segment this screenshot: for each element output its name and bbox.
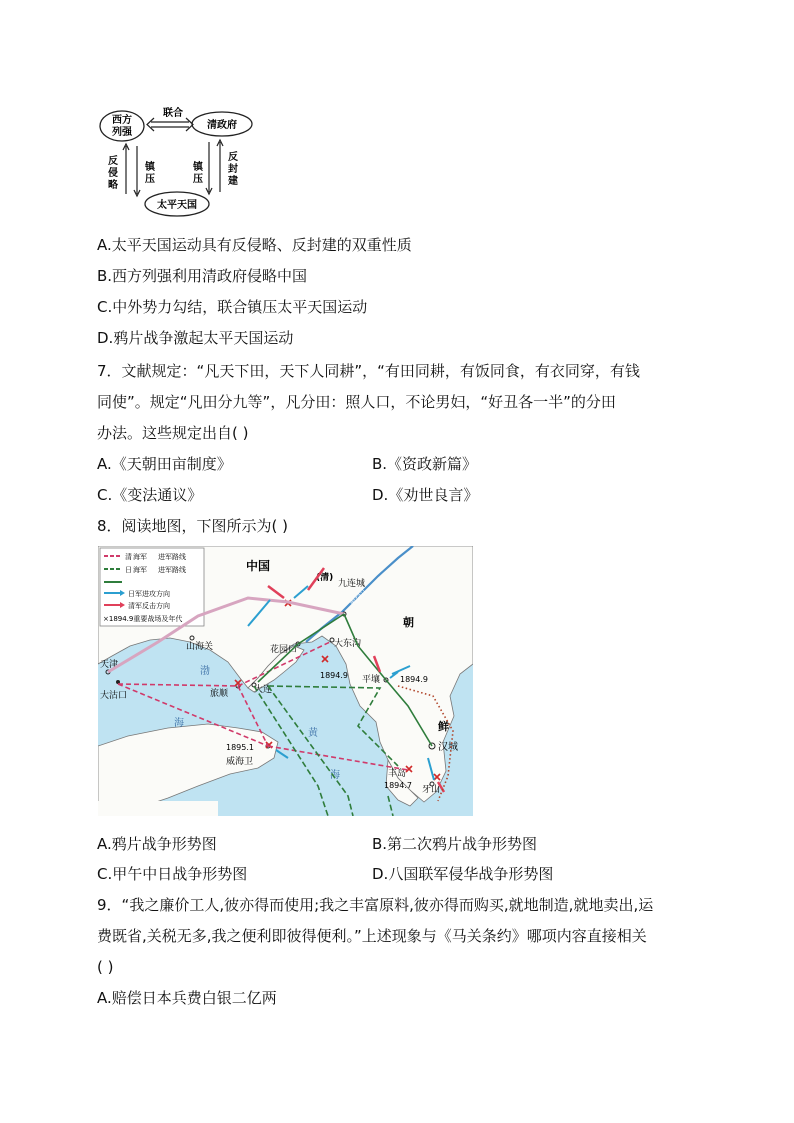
western-label-1: 西方 — [112, 115, 132, 126]
q8-option-a: A.鸦片战争形势图 — [97, 835, 217, 853]
taiping-label: 太平天国 — [157, 200, 197, 211]
label-qing: (清) — [316, 573, 334, 583]
date-weihaiwei: 1895.1 — [226, 743, 254, 752]
place-hancheng: 汉城 — [438, 742, 458, 753]
place-jiuliancheng: 九连城 — [338, 579, 366, 589]
alliance-double-arrow — [147, 118, 193, 131]
label-yellow-sea: 海 — [330, 770, 340, 781]
q6-option-c: C.中外势力勾结，联合镇压太平天国运动 — [97, 298, 368, 316]
label-bohai: 渤 — [200, 666, 210, 677]
legend-qing-counter: 清军反击方向 — [128, 602, 170, 610]
place-yashan: 牙山 — [422, 785, 441, 795]
anti-aggression-3: 略 — [108, 180, 118, 191]
label-china: 中国 — [246, 559, 271, 573]
q8-stem: 8．阅读地图，下图所示为( ) — [97, 517, 289, 535]
q7-stem-line-1: 7．文献规定：“凡天下田，天下人同耕”，“有田同耕，有饭同食，有衣同穿，有钱 — [97, 362, 640, 380]
western-label-2: 列强 — [112, 127, 132, 138]
q6-option-b: B.西方列强利用清政府侵略中国 — [97, 267, 308, 285]
label-yellow: 黄 — [308, 728, 318, 739]
legend-battle: ×1894.9重要战场及年代 — [103, 615, 183, 623]
anti-feudal-2: 封 — [228, 164, 238, 175]
place-fengdao: 丰岛 — [388, 769, 407, 779]
legend-qing-route: 进军路线 — [158, 553, 186, 561]
suppress-right-2: 压 — [193, 174, 203, 185]
q9-stem-line-3: ( ) — [97, 958, 114, 976]
label-korea-2: 鲜 — [438, 720, 449, 733]
left-arrows — [123, 144, 140, 196]
q7-option-a: A.《天朝田亩制度》 — [97, 455, 232, 473]
relationship-diagram — [97, 96, 257, 220]
q9-stem-line-1: 9．“我之廉价工人,彼亦得而使用;我之丰富原料,彼亦得而购买,就地制造,就地卖出,运 — [97, 896, 654, 914]
q9-option-a: A.赔偿日本兵费白银二亿两 — [97, 989, 277, 1007]
label-yalu: 鸭绿江 — [348, 586, 370, 608]
date-pingrang: 1894.9 — [400, 675, 428, 684]
right-arrows — [206, 140, 223, 194]
place-weihaiwei: 威海卫 — [226, 757, 254, 767]
q7-option-c: C.《变法通议》 — [97, 486, 203, 504]
legend-japan-navy: 海军 — [133, 566, 147, 574]
legend-qing-navy: 海军 — [133, 553, 147, 561]
date-dadonggou: 1894.9 — [320, 671, 348, 680]
suppress-left-2: 压 — [145, 174, 155, 185]
q8-option-c: C.甲午中日战争形势图 — [97, 865, 248, 883]
q7-option-b: B.《资政新篇》 — [372, 455, 478, 473]
place-lushun: 旅顺 — [210, 689, 229, 699]
anti-aggression-2: 侵 — [108, 168, 118, 179]
q7-option-d: D.《劝世良言》 — [372, 486, 479, 504]
anti-aggression-1: 反 — [108, 156, 118, 167]
place-dalian: 大连 — [254, 685, 273, 695]
alliance-label: 联合 — [163, 108, 183, 119]
place-tianjin: 天津 — [100, 660, 119, 670]
place-dagukou: 大沽口 — [100, 691, 128, 701]
date-fengdao: 1894.7 — [384, 781, 412, 790]
label-korea-1: 朝 — [403, 616, 414, 629]
q8-option-d: D.八国联军侵华战争形势图 — [372, 865, 554, 883]
anti-feudal-1: 反 — [228, 152, 238, 163]
anti-feudal-3: 建 — [228, 176, 238, 187]
label-bohai-sea: 海 — [174, 718, 184, 729]
legend-japan: 日 — [125, 566, 132, 574]
place-huayuankou: 花园口 — [270, 645, 298, 655]
q8-option-b: B.第二次鸦片战争形势图 — [372, 835, 538, 853]
q6-option-d: D.鸦片战争激起太平天国运动 — [97, 329, 294, 347]
q6-option-a: A.太平天国运动具有反侵略、反封建的双重性质 — [97, 236, 412, 254]
legend-japan-route: 进军路线 — [158, 566, 186, 574]
war-situation-map — [98, 546, 473, 816]
suppress-right-1: 镇 — [193, 162, 203, 173]
place-shanhaiguan: 山海关 — [186, 642, 214, 652]
q7-stem-line-3: 办法。这些规定出自( ) — [97, 424, 249, 442]
place-dadonggou: 大东沟 — [334, 639, 362, 649]
legend-qing: 清 — [125, 553, 132, 561]
suppress-left-1: 镇 — [145, 162, 155, 173]
place-pingrang: 平壤 — [362, 675, 381, 685]
map-bottom-land — [98, 801, 218, 816]
q7-stem-line-2: 同使”。规定“凡田分九等”，凡分田：照人口，不论男妇，“好丑各一半”的分田 — [97, 393, 616, 411]
q9-stem-line-2: 费既省,关税无多,我之便利即彼得便利。”上述现象与《马关条约》哪项内容直接相关 — [97, 927, 647, 945]
qing-label: 清政府 — [207, 120, 237, 131]
legend-japan-attack: 日军进攻方向 — [128, 590, 170, 598]
